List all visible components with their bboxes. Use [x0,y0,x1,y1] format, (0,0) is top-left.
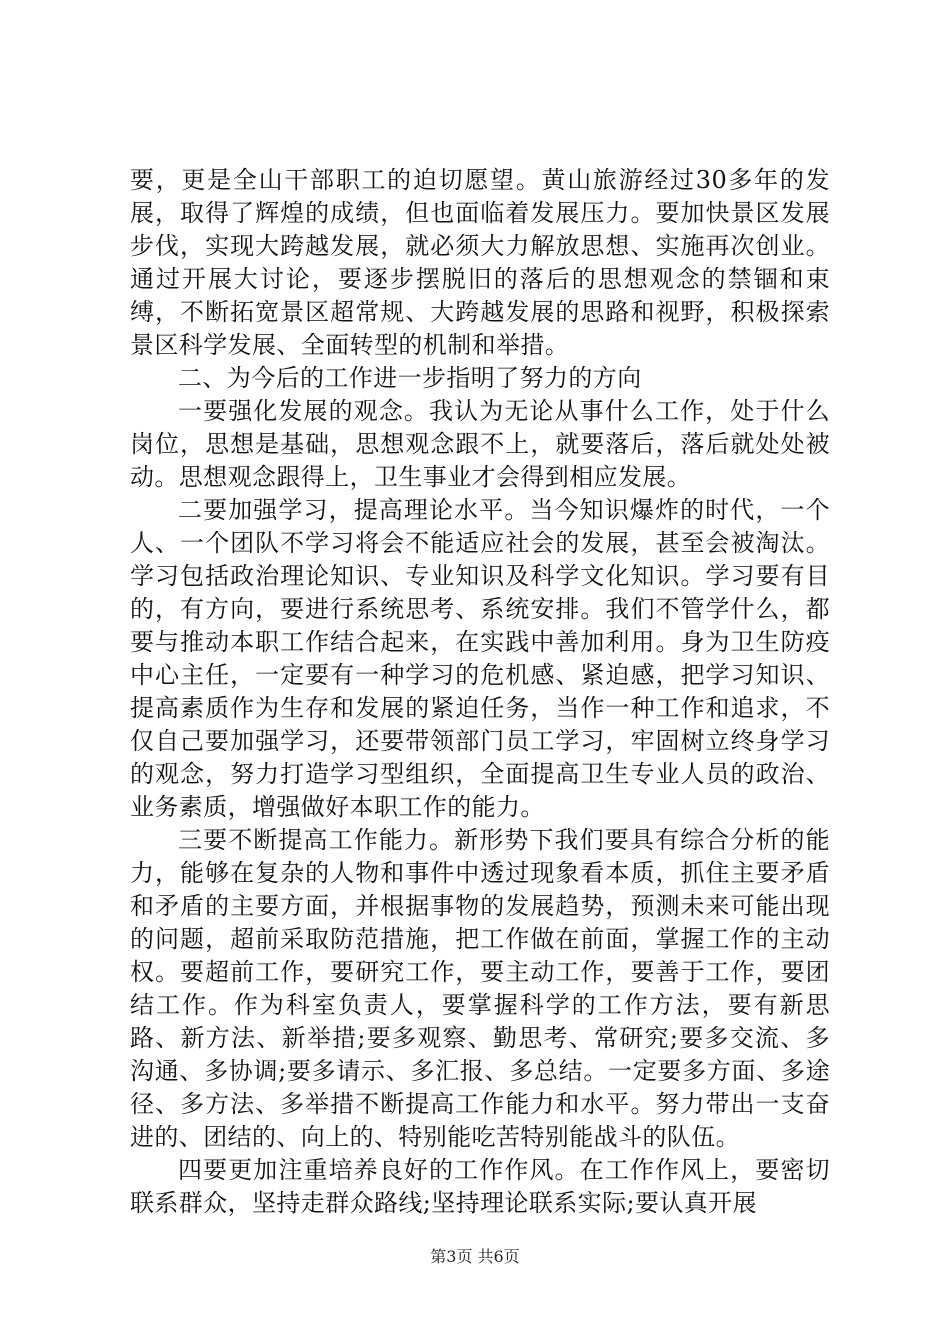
paragraph-point-4: 四要更加注重培养良好的工作作风。在工作作风上，要密切联系群众，坚持走群众路线;坚持理论联系实际;要认真开展 [130,1156,830,1217]
page-number-footer: 第3页 共6页 [430,1247,520,1266]
section-heading: 二、为今后的工作进一步指明了努力的方向 [178,364,642,392]
paragraph-point-2: 二要加强学习，提高理论水平。当今知识爆炸的时代，一个人、一个团队不学习将会不能适应社会的发展，甚至会被淘汰。学习包括政治理论知识、专业知识及科学文化知识。学习要有目的，有方向，要进行系统思考、系统安排。我们不管学什么，都要与推动本职工作结合起来，在实践中善加利用。身为卫生防疫中心主任，一定要有一种学习的危机感、紧迫感，把学习知识、提高素质作为生存和发展的紧迫任务，当作一种工作和追求，不仅自己要加强学习，还要带领部门员工学习，牢固树立终身学习的观念，努力打造学习型组织，全面提高卫生专业人员的政治、业务素质，增强做好本职工作的能力。 [130,496,830,821]
document-body [130,164,830,1220]
paragraph-continuation: 要，更是全山干部职工的迫切愿望。黄山旅游经过30多年的发展，取得了辉煌的成绩，但也面临着发展压力。要加快景区发展步伐，实现大跨越发展，就必须大力解放思想、实施再次创业。通过开展大讨论，要逐步摆脱旧的落后的思想观念的禁锢和束缚，不断拓宽景区超常规、大跨越发展的思路和视野，积极探索景区科学发展、全面转型的机制和举措。 [130,166,830,359]
paragraph-point-1: 一要强化发展的观念。我认为无论从事什么工作，处于什么岗位，思想是基础，思想观念跟不上，就要落后，落后就处处被动。思想观念跟得上，卫生事业才会得到相应发展。 [130,397,830,491]
paragraph-point-3: 三要不断提高工作能力。新形势下我们要具有综合分析的能力，能够在复杂的人物和事件中透过现象看本质，抓住主要矛盾和矛盾的主要方面，并根据事物的发展趋势，预测未来可能出现的问题，超前采取防范措施，把工作做在前面，掌握工作的主动权。要超前工作，要研究工作，要主动工作，要善于工作，要团结工作。作为科室负责人，要掌握科学的工作方法，要有新思路、新方法、新举措;要多观察、勤思考、常研究;要多交流、多沟通、多协调;要多请示、多汇报、多总结。一定要多方面、多途径、多方法、多举措不断提高工作能力和水平。努力带出一支奋进的、团结的、向上的、特别能吃苦特别能战斗的队伍。 [130,826,830,1151]
